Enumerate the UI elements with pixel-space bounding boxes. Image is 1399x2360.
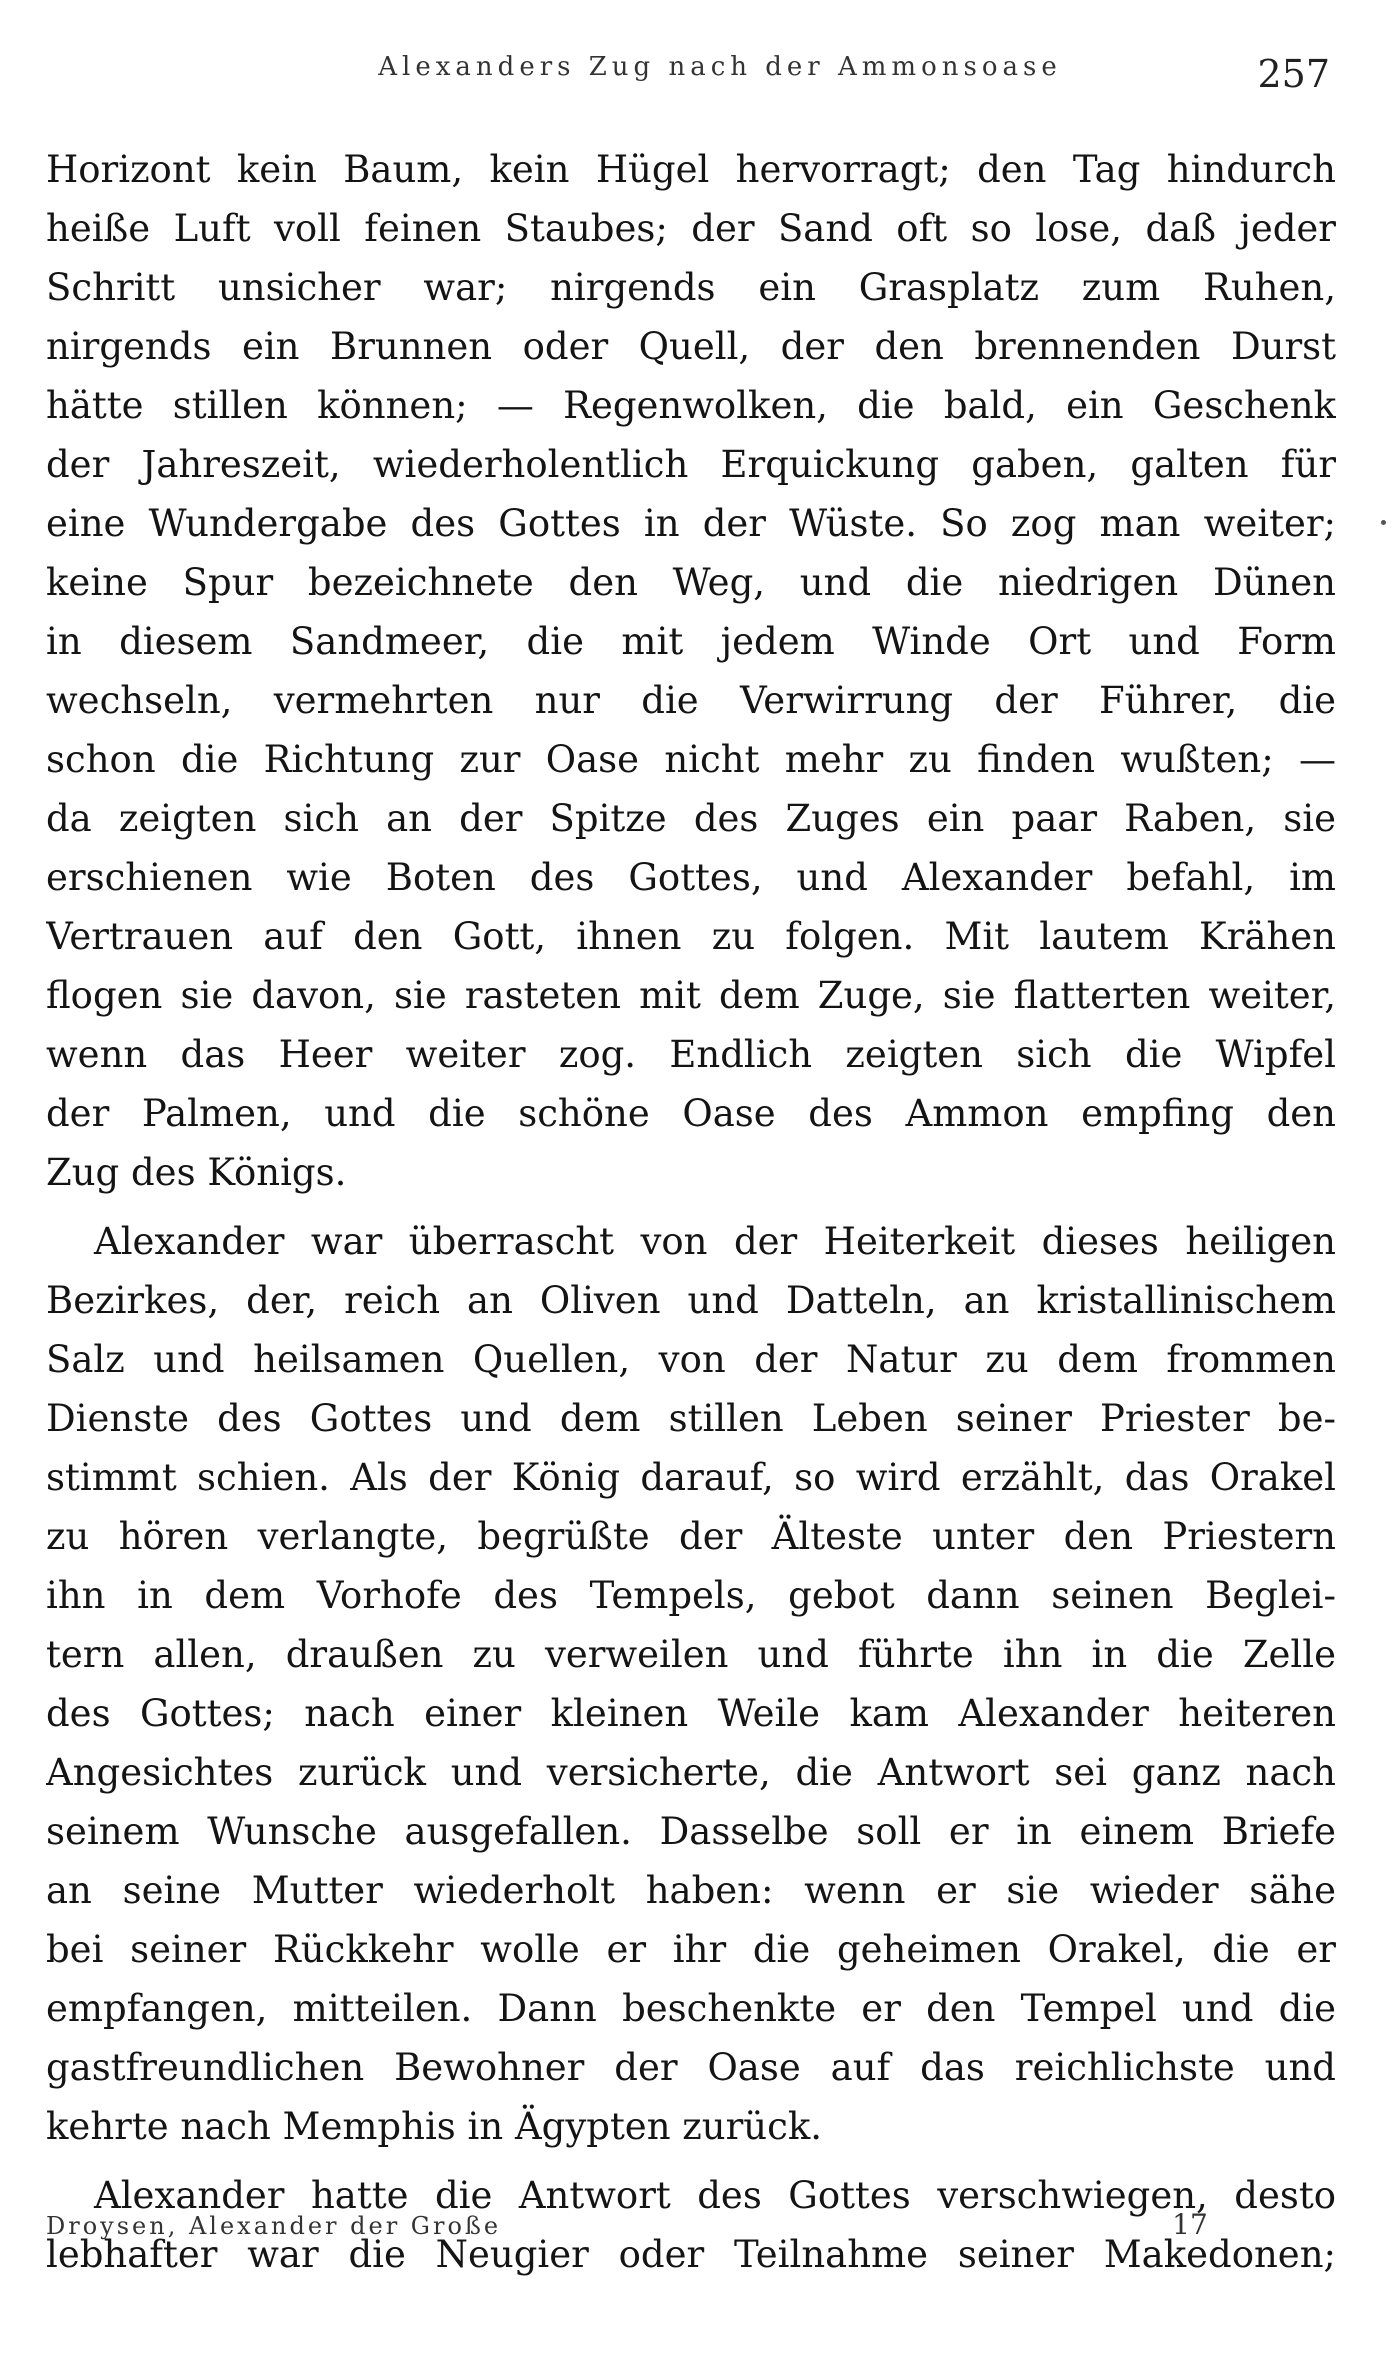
text-line: bei seiner Rückkehr wolle er ihr die geheimen Orakel, die er <box>46 1928 1336 1971</box>
sheet-number: 17 <box>1172 2208 1208 2241</box>
text-line: Salz und heilsamen Quellen, von der Natur zu dem frommen <box>46 1338 1336 1381</box>
text-line: gastfreundlichen Bewohner der Oase auf das reichlichste und <box>46 2046 1336 2089</box>
text-line: erschienen wie Boten des Gottes, und Alexander befahl, im <box>46 856 1336 899</box>
text-line: nirgends ein Brunnen oder Quell, der den brennenden Durst <box>46 325 1336 368</box>
text-line: lebhafter war die Neugier oder Teilnahme seiner Makedonen; <box>46 2233 1336 2276</box>
text-line: Schritt unsicher war; nirgends ein Grasplatz zum Ruhen, <box>46 266 1336 309</box>
text-line: der Jahreszeit, wiederholentlich Erquickung gaben, galten für <box>46 443 1336 486</box>
footer-signature: Droysen, Alexander der Große <box>46 2212 502 2240</box>
text-line: Dienste des Gottes und dem stillen Leben seiner Priester be- <box>46 1397 1336 1440</box>
paragraph-gap <box>46 1202 1336 1212</box>
text-line: des Gottes; nach einer kleinen Weile kam Alexander heiteren <box>46 1692 1336 1735</box>
text-line: keine Spur bezeichnete den Weg, und die niedrigen Dünen <box>46 561 1336 604</box>
text-line: an seine Mutter wiederholt haben: wenn er sie wieder sähe <box>46 1869 1336 1912</box>
text-line: da zeigten sich an der Spitze des Zuges ein paar Raben, sie <box>46 797 1336 840</box>
running-head: Alexanders Zug nach der Ammonsoase <box>378 52 1062 82</box>
text-line: Alexander hatte die Antwort des Gottes verschwiegen, desto <box>94 2174 1336 2217</box>
text-line: stimmt schien. Als der König darauf, so wird erzählt, das Orakel <box>46 1456 1336 1499</box>
text-line: zu hören verlangte, begrüßte der Älteste unter den Priestern <box>46 1515 1336 1558</box>
text-line: seinem Wunsche ausgefallen. Dasselbe soll er in einem Briefe <box>46 1810 1336 1853</box>
text-line: Angesichtes zurück und versicherte, die Antwort sei ganz nach <box>46 1751 1336 1794</box>
paragraph <box>46 140 1336 1202</box>
paper-speck <box>1381 520 1386 525</box>
text-line: kehrte nach Memphis in Ägypten zurück. <box>46 2105 823 2148</box>
text-line: eine Wundergabe des Gottes in der Wüste. So zog man weiter; <box>46 502 1336 545</box>
text-line: schon die Richtung zur Oase nicht mehr zu finden wußten; — <box>46 738 1336 781</box>
text-line: wechseln, vermehrten nur die Verwirrung der Führer, die <box>46 679 1336 722</box>
text-line: hätte stillen können; — Regenwolken, die bald, ein Geschenk <box>46 384 1336 427</box>
paragraph <box>46 1212 1336 2156</box>
text-line: ihn in dem Vorhofe des Tempels, gebot dann seinen Beglei- <box>46 1574 1336 1617</box>
text-line: Bezirkes, der, reich an Oliven und Datteln, an kristallinischem <box>46 1279 1336 1322</box>
text-line: Vertrauen auf den Gott, ihnen zu folgen. Mit lautem Krähen <box>46 915 1336 958</box>
text-line: Horizont kein Baum, kein Hügel hervorragt; den Tag hindurch <box>46 148 1336 191</box>
text-line: flogen sie davon, sie rasteten mit dem Zuge, sie flatterten weiter, <box>46 974 1336 1017</box>
text-line: in diesem Sandmeer, die mit jedem Winde Ort und Form <box>46 620 1336 663</box>
page-number: 257 <box>1257 52 1330 96</box>
paragraph-gap <box>46 2156 1336 2166</box>
text-line: wenn das Heer weiter zog. Endlich zeigten sich die Wipfel <box>46 1033 1336 1076</box>
text-line: der Palmen, und die schöne Oase des Ammon empfing den <box>46 1092 1336 1135</box>
text-line: tern allen, draußen zu verweilen und führte ihn in die Zelle <box>46 1633 1336 1676</box>
text-line: heiße Luft voll feinen Staubes; der Sand oft so lose, daß jeder <box>46 207 1336 250</box>
text-line: empfangen, mitteilen. Dann beschenkte er den Tempel und die <box>46 1987 1336 2030</box>
body-text <box>46 140 1336 2284</box>
text-line: Zug des Königs. <box>46 1151 347 1194</box>
text-line: Alexander war überrascht von der Heiterkeit dieses heiligen <box>94 1220 1336 1263</box>
